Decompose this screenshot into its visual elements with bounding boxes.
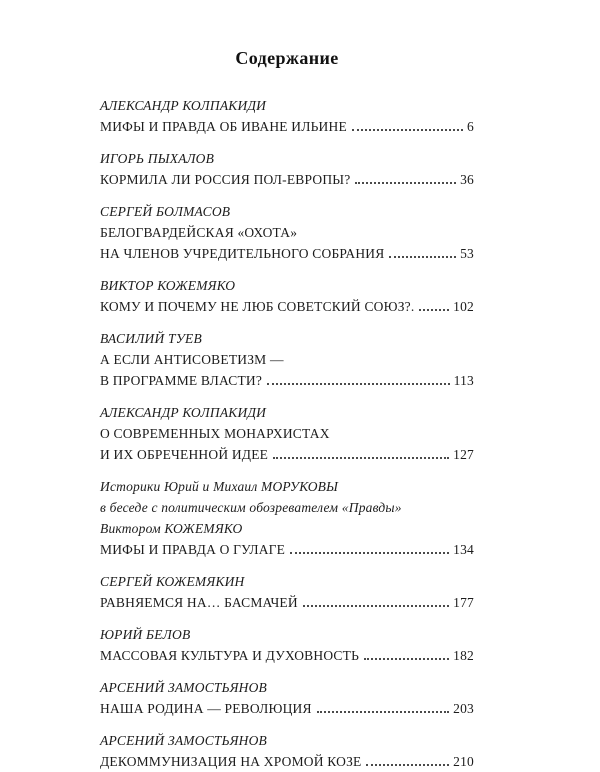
title-row [100, 116, 474, 137]
title-row [100, 592, 474, 613]
dot-leader [364, 657, 449, 660]
dot-leader [419, 308, 449, 311]
dot-leader [317, 710, 449, 713]
author-line: ЮРИЙ БЕЛОВ [100, 627, 191, 642]
page-number: 134 [453, 542, 474, 557]
page-number: 127 [453, 447, 474, 462]
title-line: НАША РОДИНА — РЕВОЛЮЦИЯ [100, 701, 312, 716]
title-row [100, 243, 474, 264]
page-number: 210 [453, 754, 474, 769]
title-line: ДЕКОММУНИЗАЦИЯ НА ХРОМОЙ КОЗЕ [100, 754, 362, 769]
title-line: МИФЫ И ПРАВДА ОБ ИВАНЕ ИЛЬИНЕ [100, 119, 347, 134]
toc-entry [100, 571, 474, 613]
title-row [100, 296, 474, 317]
author-line: СЕРГЕЙ БОЛМАСОВ [100, 204, 231, 219]
title-line: БЕЛОГВАРДЕЙСКАЯ «ОХОТА» [100, 225, 298, 240]
title-line: И ИХ ОБРЕЧЕННОЙ ИДЕЕ [100, 447, 269, 462]
dot-leader [267, 382, 450, 385]
author-line: СЕРГЕЙ КОЖЕМЯКИН [100, 574, 245, 589]
title-line: МИФЫ И ПРАВДА О ГУЛАГЕ [100, 542, 286, 557]
author-line: ВИКТОР КОЖЕМЯКО [100, 278, 236, 293]
title-line: КОРМИЛА ЛИ РОССИЯ ПОЛ-ЕВРОПЫ? [100, 172, 351, 187]
page-number: 113 [453, 373, 474, 388]
toc-entries [100, 95, 474, 772]
page-number: 36 [460, 172, 474, 187]
toc-entry [100, 730, 474, 772]
toc-entry [100, 148, 474, 190]
author-line: АЛЕКСАНДР КОЛПАКИДИ [100, 405, 267, 420]
toc-entry [100, 275, 474, 317]
page-number: 53 [460, 246, 474, 261]
author-line: в беседе с политическим обозревателем «Правды» [100, 500, 402, 515]
toc-entry [100, 402, 474, 465]
page-number: 6 [467, 119, 474, 134]
toc-entry [100, 201, 474, 264]
page-number: 203 [453, 701, 474, 716]
author-line: ВАСИЛИЙ ТУЕВ [100, 331, 202, 346]
dot-leader [273, 456, 449, 459]
title-line: КОМУ И ПОЧЕМУ НЕ ЛЮБ СОВЕТСКИЙ СОЮЗ?. [100, 299, 415, 314]
dot-leader [352, 128, 463, 131]
dot-leader [290, 551, 449, 554]
author-line: ИГОРЬ ПЫХАЛОВ [100, 151, 215, 166]
dot-leader [389, 255, 456, 258]
title-row [100, 370, 474, 391]
dot-leader [355, 181, 456, 184]
title-row [100, 539, 474, 560]
page-title: Содержание [235, 48, 339, 68]
author-line: АРСЕНИЙ ЗАМОСТЬЯНОВ [100, 733, 268, 748]
title-row [100, 645, 474, 666]
toc-entry [100, 95, 474, 137]
toc-entry [100, 624, 474, 666]
toc-entry [100, 476, 474, 560]
title-row [100, 169, 474, 190]
title-line: НА ЧЛЕНОВ УЧРЕДИТЕЛЬНОГО СОБРАНИЯ [100, 246, 385, 261]
dot-leader [303, 604, 449, 607]
title-line: А ЕСЛИ АНТИСОВЕТИЗМ — [100, 352, 284, 367]
author-line: АРСЕНИЙ ЗАМОСТЬЯНОВ [100, 680, 268, 695]
author-line: Историки Юрий и Михаил МОРУКОВЫ [100, 479, 339, 494]
dot-leader [366, 763, 449, 766]
author-line: АЛЕКСАНДР КОЛПАКИДИ [100, 98, 267, 113]
title-row [100, 444, 474, 465]
toc-entry [100, 677, 474, 719]
toc-entry [100, 328, 474, 391]
title-line: В ПРОГРАММЕ ВЛАСТИ? [100, 373, 263, 388]
title-line: МАССОВАЯ КУЛЬТУРА И ДУХОВНОСТЬ [100, 648, 360, 663]
page-number: 102 [453, 299, 474, 314]
page-number: 177 [453, 595, 474, 610]
title-row [100, 751, 474, 772]
author-line: Виктором КОЖЕМЯКО [100, 521, 243, 536]
title-line: О СОВРЕМЕННЫХ МОНАРХИСТАХ [100, 426, 330, 441]
title-row [100, 698, 474, 719]
title-line: РАВНЯЕМСЯ НА… БАСМАЧЕЙ [100, 595, 298, 610]
page-number: 182 [453, 648, 474, 663]
